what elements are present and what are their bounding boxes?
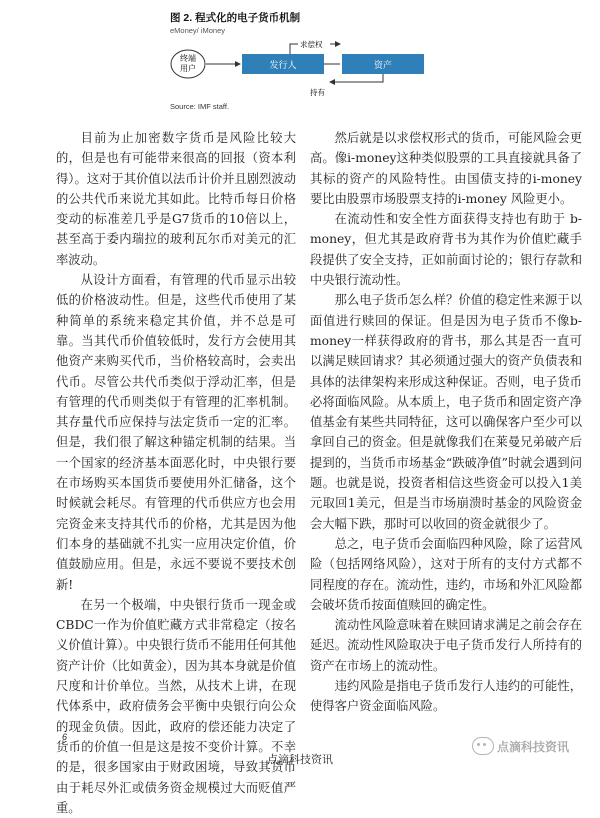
left-paragraph-3: 在另一个极端，中央银行货币一现金或CBDC一作为价值贮藏方式非常稳定（按名义价值计算）。中央银行货币不能用任何其他资产计价（比如黄金），因为其本身就是价值尺度和计价单位。当然，从技术上讲，在现代体系中，政府债务会平衡中央银行向公众的现金负债。因此，政府的偿还能力决定了货币的价值一但是这是按不变价计算。不幸的是，很多国家由于财政困境，导致其货币由于耗尽外汇或债务资金规模过大而贬值严重。 — [56, 597, 296, 815]
right-paragraph-2: 在流动性和安全性方面获得支持也有助于 b-money，但尤其是政府背书为其作为价值贮藏手段提供了安全支持，正如前面讨论的；银行存款和中央银行流动性。 — [310, 212, 582, 288]
end-user-label-2: 用户 — [180, 64, 196, 73]
left-paragraph-1: 目前为止加密数字货币是风险比较大的，但是也有可能带来很高的回报（资本利得）。这对于其价值以法币计价并且剧烈波动的公共代币来说尤其如此。比特币每日价格变动的标准差几乎是G7货币的10倍以上，甚至高于委内瑞拉的玻利瓦尔币对美元的汇率波动。 — [56, 131, 296, 267]
holdings-label: 持有 — [310, 88, 325, 97]
claim-arrow-stem — [290, 44, 298, 54]
right-column — [310, 128, 582, 717]
right-paragraph-4: 总之，电子货币会面临四种风险，除了运营风险（包括网络风险），这对于所有的支付方式都不同程度的存在。流动性，违约，市场和外汇风险都会破坏货币按面值赎回的确定性。 — [310, 536, 582, 612]
end-user-label-1: 终端 — [180, 54, 196, 63]
claim-label: 求偿权 — [300, 40, 323, 49]
left-paragraph-2: 从设计方面看，有管理的代币显示出较低的价格波动性。但是，这些代币使用了某种简单的系统来稳定其价值，并不总是可靠。当其代币价值较低时，发行方会使用其他资产来购买代币，当价格较高时，会卖出代币。尽管公共代币类似于浮动汇率，但是有管理的代币则类似于有管理的汇率机制。其存量代币应保持与法定货币一定的汇率。但是，我们很了解这种锚定机制的结果。当一个国家的经济基本面恶化时，中央银行要在市场购买本国货币要使用外汇储备，这个时候就会耗尽。有管理的代币供应方也会用完资金来支持其代币的价格，尤其是因为他们本身的基础就不扎实一应用决定价值，价值鼓励应用。但是，永远不要说不要技术创新! — [56, 273, 296, 592]
asset-label: 资产 — [373, 61, 393, 71]
right-paragraph-6: 违约风险是指电子货币发行人违约的可能性，使得客户资金面临风险。 — [310, 679, 582, 714]
wechat-icon — [472, 737, 494, 755]
holdings-arrow — [330, 74, 383, 82]
figure-subtitle: eMoney/ iMoney — [170, 26, 226, 35]
figure-title: 图 2. 程式化的电子货币机制 — [170, 12, 301, 24]
issuer-label: 发行人 — [269, 61, 297, 71]
page-number: 6 — [62, 732, 68, 742]
figure-2 — [170, 10, 470, 115]
left-column — [56, 128, 296, 818]
emoney-mechanism-diagram — [170, 34, 470, 100]
right-paragraph-5: 流动性风险意味着在赎回请求满足之前会存在延迟。流动性风险取决于电子货币发行人所持有的资产在市场上的流动性。 — [310, 618, 582, 673]
footer-text: 点滴科技资讯 — [267, 753, 333, 766]
watermark — [472, 737, 569, 755]
right-paragraph-1: 然后就是以求偿权形式的货币，可能风险会更高。像i-money这种类似股票的工具直接就具备了其标的资产的风险特性。由国债支持的i-money 要比由股票市场股票支持的i-money 风险更小。 — [310, 131, 582, 206]
watermark-text: 点滴科技资讯 — [497, 739, 570, 754]
figure-source: Source: IMF staff. — [170, 102, 230, 111]
right-paragraph-3: 那么电子货币怎么样？价值的稳定性来源于以面值进行赎回的保证。但是因为电子货币不像b-money一样获得政府的背书，那么其是否一直可以满足赎回请求？其必须通过强大的资产负债表和具体的法律架构来形成这种保证。否则，电子货币必将面临风险。从本质上，电子货币和固定资产净值基金有某些共同特征，这可以确保客户至少可以拿回自己的资金。但是就像我们在莱曼兄弟破产后提到的，当货币市场基金“跌破净值”时就会遇到问题。也就是说，投资者相信这些资金可以投入1美元取回1美元，但是当市场崩溃时基金的风险资金会大幅下跌，那时可以收回的资金就很少了。 — [310, 293, 582, 531]
